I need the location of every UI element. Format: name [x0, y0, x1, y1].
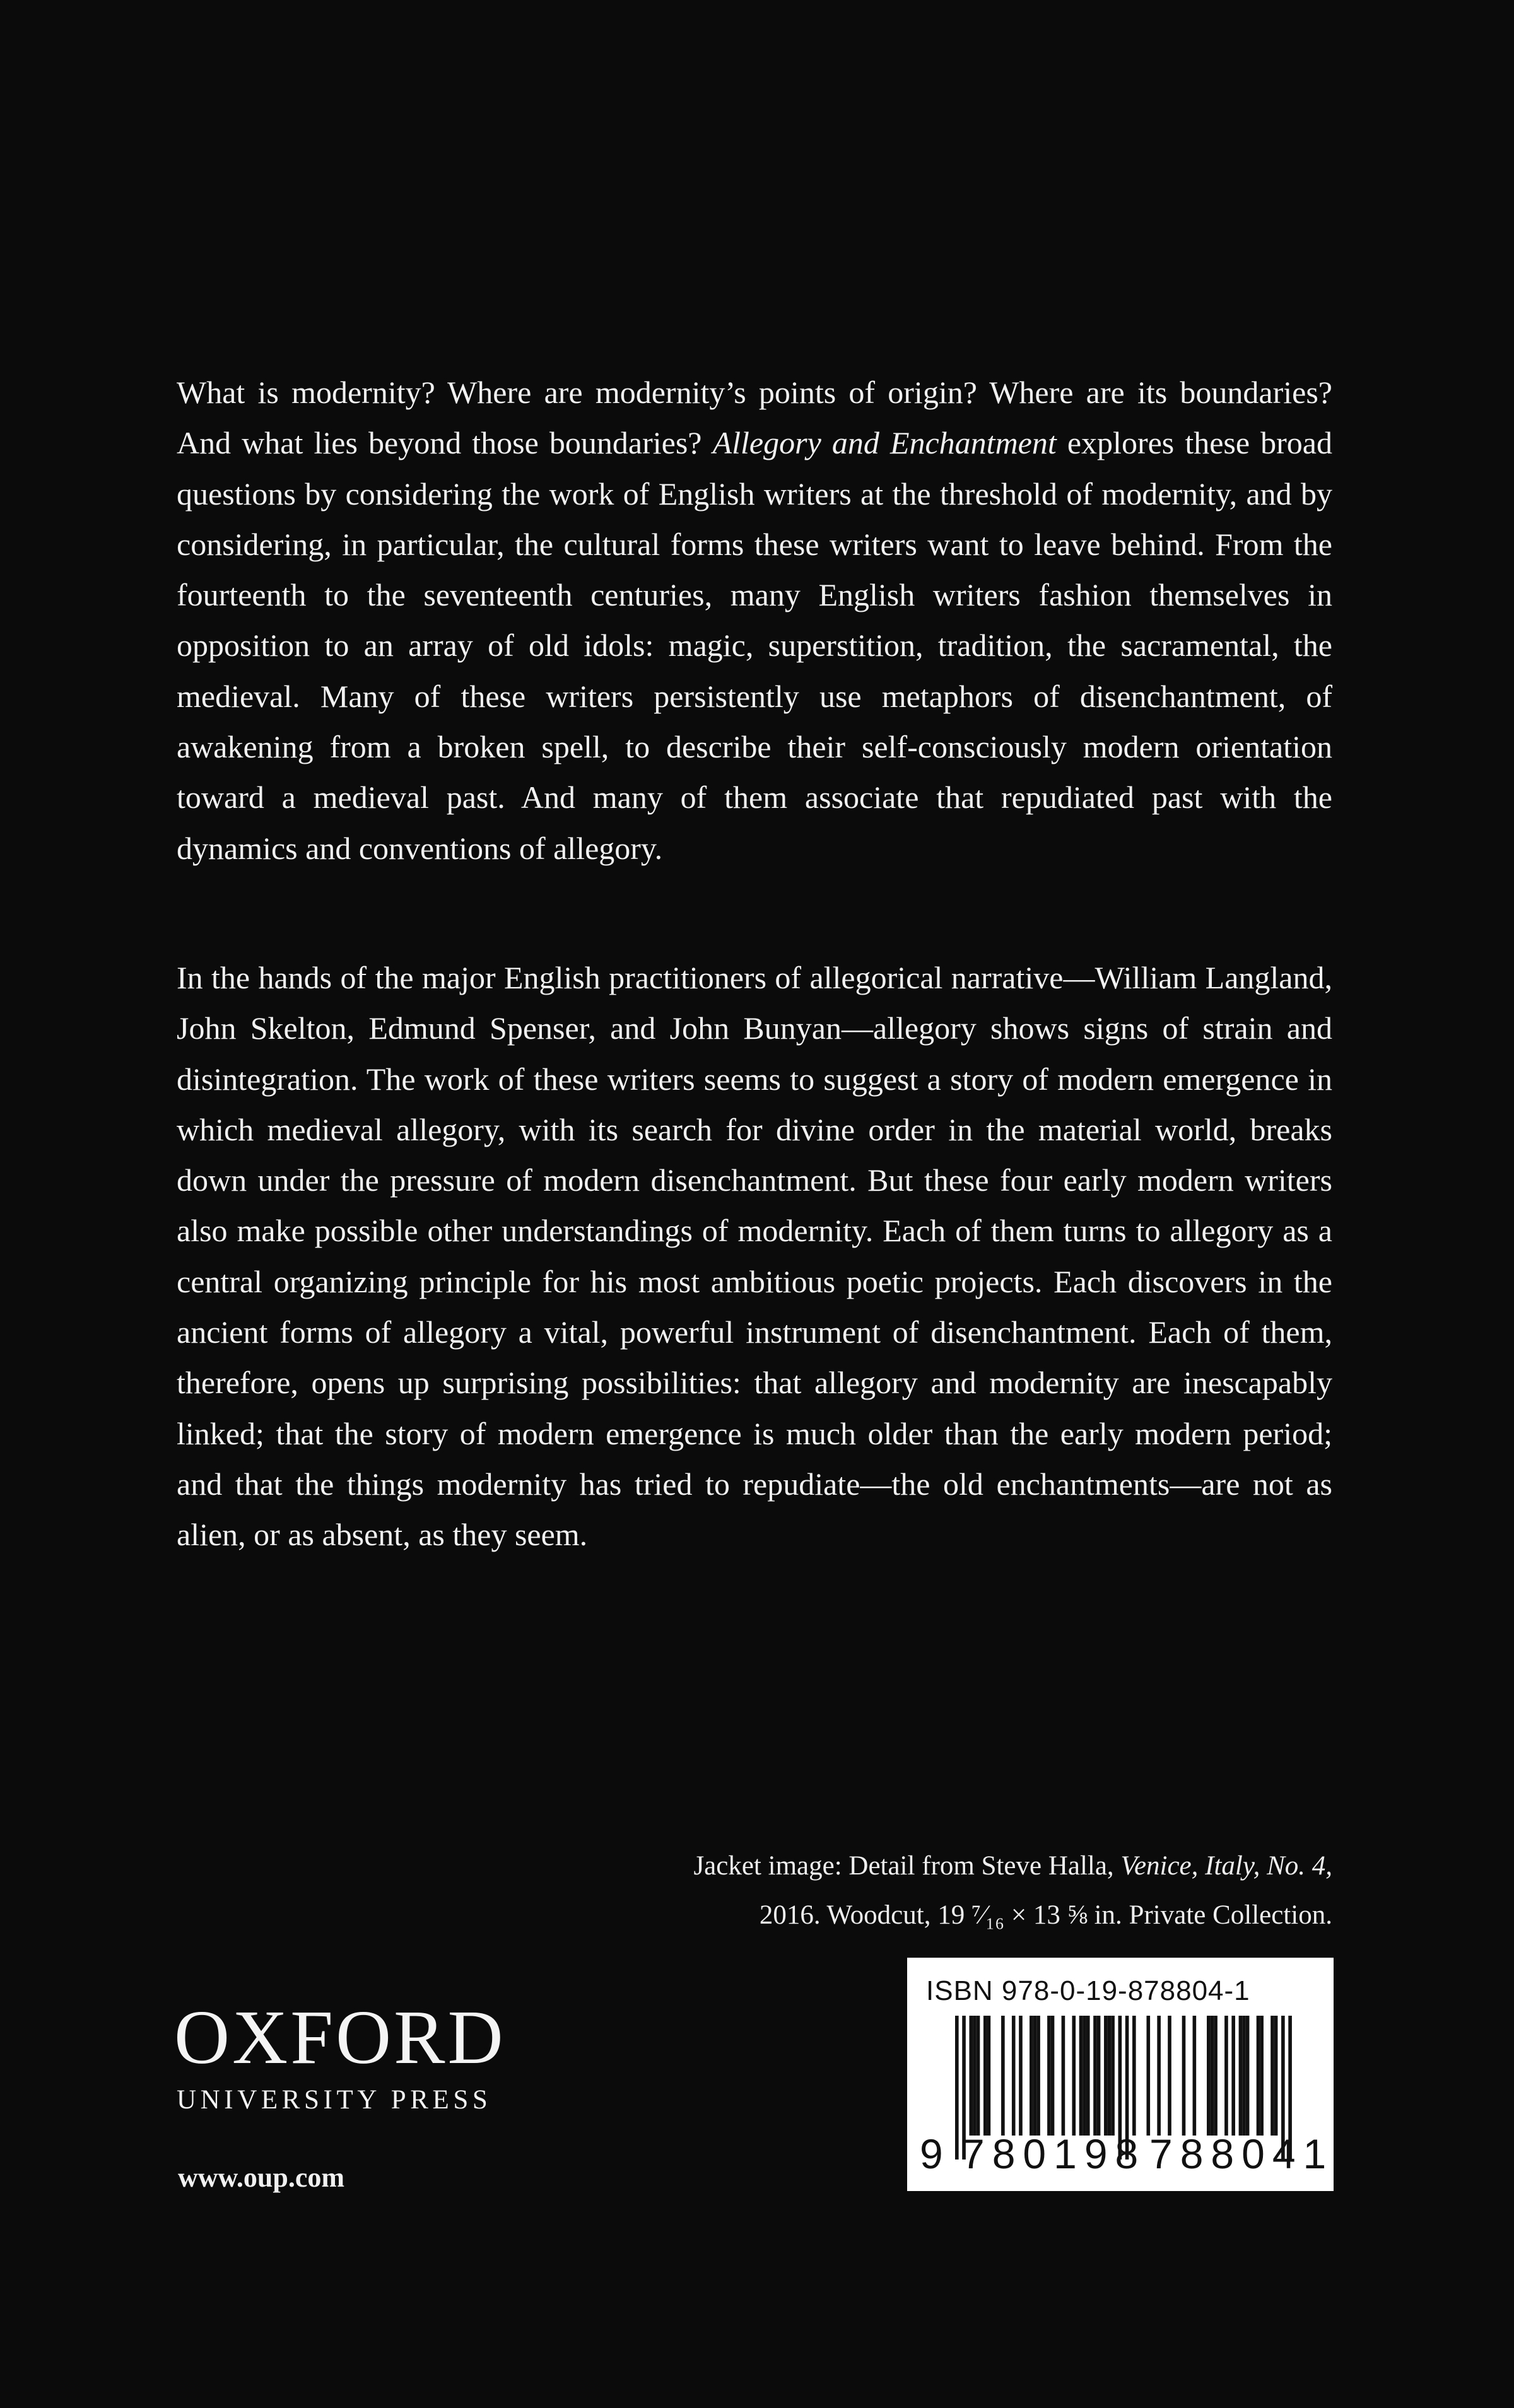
- barcode-lead-digit: 9: [920, 2130, 943, 2177]
- jacket-image-credit: [449, 1842, 1332, 1940]
- publisher-logo: [174, 1995, 506, 2115]
- isbn-label: ISBN 978-0-19-878804-1: [926, 1975, 1250, 2006]
- artwork-title: Venice, Italy, No. 4,: [1120, 1851, 1332, 1881]
- description-paragraph-2: In the hands of the major English practitioners of allegorical narrative—William Langland, John Skelton, Edmund Spenser, and John Bunyan—allegory shows signs of strain and disintegration. The work of these writers seems to suggest a story of modern emergence in which medieval allegory, with its search for divine order in the material world, breaks down under the pressure of modern disenchantment. But these four early modern writers also make possible other understandings of modernity. Each of them turns to allegory as a central organizing principle for his most ambitious poetic projects. Each discovers in the ancient forms of allegory a vital, powerful instrument of disenchantment. Each of them, therefore, opens up surprising possibilities: that allegory and modernity are inescapably linked; that the story of modern emergence is much older than the early modern period; and that the things modernity has tried to repudiate—the old enchantments—are not as alien, or as absent, as they seem.: [177, 960, 1332, 1553]
- publisher-website: www.oup.com: [178, 2162, 345, 2193]
- book-title-italic: Allegory and Enchantment: [712, 425, 1057, 461]
- credit-prefix: Jacket image: Detail from Steve Halla,: [693, 1851, 1121, 1881]
- paragraph-1-lead: What is modernity? Where are modernity’s points of origin? Where are its boundaries? And what lies beyond those boundaries?: [177, 375, 1332, 461]
- publisher-subtitle: UNIVERSITY PRESS: [177, 2085, 492, 2115]
- description-paragraph-1: [177, 367, 1332, 874]
- credit-line-1: [449, 1842, 1332, 1891]
- barcode-digits: [907, 1958, 1334, 2191]
- barcode-right-group: 788041: [1149, 2130, 1334, 2177]
- barcode-left-group: 780198: [961, 2130, 1146, 2177]
- publisher-name: OXFORD: [174, 1995, 506, 2080]
- credit-line-2: 2016. Woodcut, 19 ⁷⁄₁₆ × 13 ⅝ in. Private Collection.: [759, 1900, 1332, 1930]
- paragraph-1-rest: explores these broad questions by considering the work of English writers at the threshold of modernity, and by considering, in particular, the cultural forms these writers want to leave behind. From the fourteenth to the seventeenth centuries, many English writers fashion themselves in opposition to an array of old idols: magic, superstition, tradition, the sacramental, the medieval. Many of these writers persistently use metaphors of disenchantment, of awakening from a broken spell, to describe their self-consciously modern orientation toward a medieval past. And many of them associate that repudiated past with the dynamics and conventions of allegory.: [177, 425, 1332, 866]
- barcode-panel: [907, 1958, 1334, 2191]
